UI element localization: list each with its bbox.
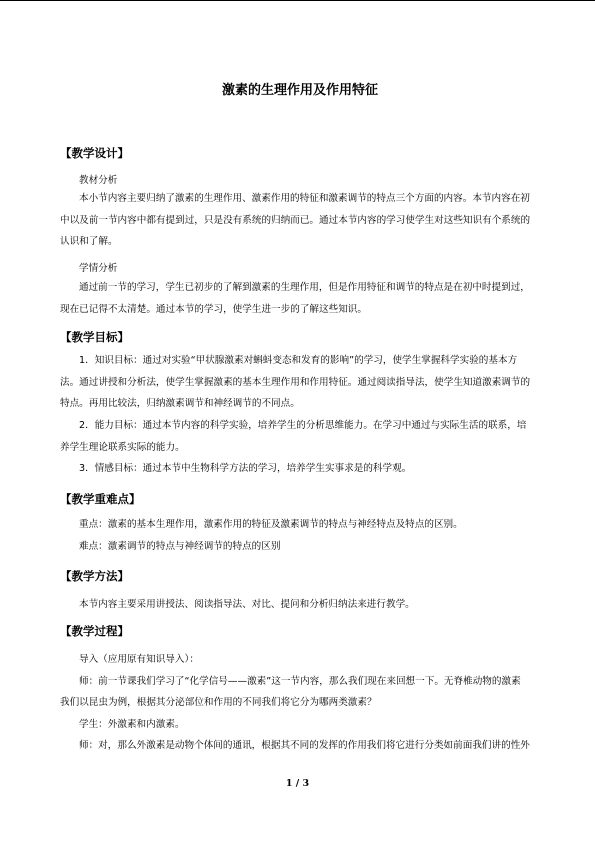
heading-methods: 【教学方法】 bbox=[60, 569, 129, 583]
subheading-textbook: 教材分析 bbox=[79, 175, 118, 186]
text-line: 1．知识目标：通过对实验“甲状腺激素对蝌蚪变态和发育的影响”的学习，使学生掌握科学实验的基本方 bbox=[79, 355, 518, 366]
text-line: 养学生理论联系实际的能力。 bbox=[60, 441, 185, 453]
text-line: 学生：外激素和内激素。 bbox=[79, 718, 185, 730]
header-rule bbox=[0, 0, 595, 1]
text-line: 特点。再用比较法，归纳激素调节和神经调节的不同点。 bbox=[60, 398, 300, 409]
text-line: 我们以昆虫为例，根据其分泌部位和作用的不同我们将它分为哪两类激素？ bbox=[60, 697, 377, 708]
text-line: 本小节内容主要归纳了激素的生理作用、激素作用的特征和激素调节的特点三个方面的内容。本节内容在初 bbox=[79, 193, 530, 204]
text-line: 2．能力目标：通过本节内容的科学实验，培养学生的分析思维能力。在学习中通过与实际生活的联系，培 bbox=[79, 420, 527, 431]
text-line: 现在已记得不太清楚。通过本节的学习，使学生进一步的了解这些知识。 bbox=[60, 303, 367, 315]
paragraph-textbook bbox=[60, 188, 540, 253]
heading-keypoints: 【教学重难点】 bbox=[60, 492, 141, 506]
text-line: 3．情感目标：通过本节中生物科学方法的学习，培养学生实事求是的科学观。 bbox=[79, 463, 412, 474]
text-line: 中以及前一节内容中都有提到过，只是没有系统的归纳而已。通过本节内容的学习使学生对这些知识有个系统的 bbox=[60, 214, 531, 226]
text-line: 导入（应用原有知识导入）： bbox=[79, 654, 199, 665]
text-line: 师：前一节课我们学习了“化学信号——激素”这一节内容，那么我们现在来回想一下。无脊椎动物的激素 bbox=[79, 675, 521, 687]
paragraph-goal-1 bbox=[60, 350, 540, 415]
paragraph-methods bbox=[60, 594, 540, 616]
paragraph-goal-2 bbox=[60, 415, 540, 458]
text-line: 认识和了解。 bbox=[60, 236, 118, 247]
page-number: 1 / 3 bbox=[285, 778, 310, 789]
paragraph-learner bbox=[60, 277, 540, 320]
subheading-learner: 学情分析 bbox=[79, 263, 118, 274]
heading-goals: 【教学目标】 bbox=[60, 330, 129, 344]
paragraph-goal-3 bbox=[60, 458, 540, 480]
text-line: 师：对，那么外激素是动物个体间的通讯，根据其不同的发挥的作用我们将它进行分类如前面我们讲的性外 bbox=[79, 740, 530, 751]
text-line: 本节内容主要采用讲授法、阅读指导法、对比、提问和分析归纳法来进行教学。 bbox=[79, 599, 415, 610]
paragraph-keypoints bbox=[60, 514, 540, 557]
heading-process: 【教学过程】 bbox=[60, 624, 129, 638]
text-line: 通过前一节的学习，学生已初步的了解到激素的生理作用，但是作用特征和调节的特点是在初中时提到过， bbox=[79, 282, 530, 293]
document-title: 激素的生理作用及作用特征 bbox=[221, 83, 378, 98]
heading-design: 【教学设计】 bbox=[60, 146, 129, 160]
text-line: 难点：激素调节的特点与神经调节的特点的区别 bbox=[79, 540, 281, 552]
paragraph-process bbox=[60, 649, 540, 757]
text-line: 法。通过讲授和分析法，使学生掌握激素的基本生理作用和作用特征。通过阅读指导法，使学生知道激素调节的 bbox=[60, 376, 531, 388]
text-line: 重点：激素的基本生理作用，激素作用的特征及激素调节的特点与神经特点及特点的区别。 bbox=[79, 519, 463, 530]
